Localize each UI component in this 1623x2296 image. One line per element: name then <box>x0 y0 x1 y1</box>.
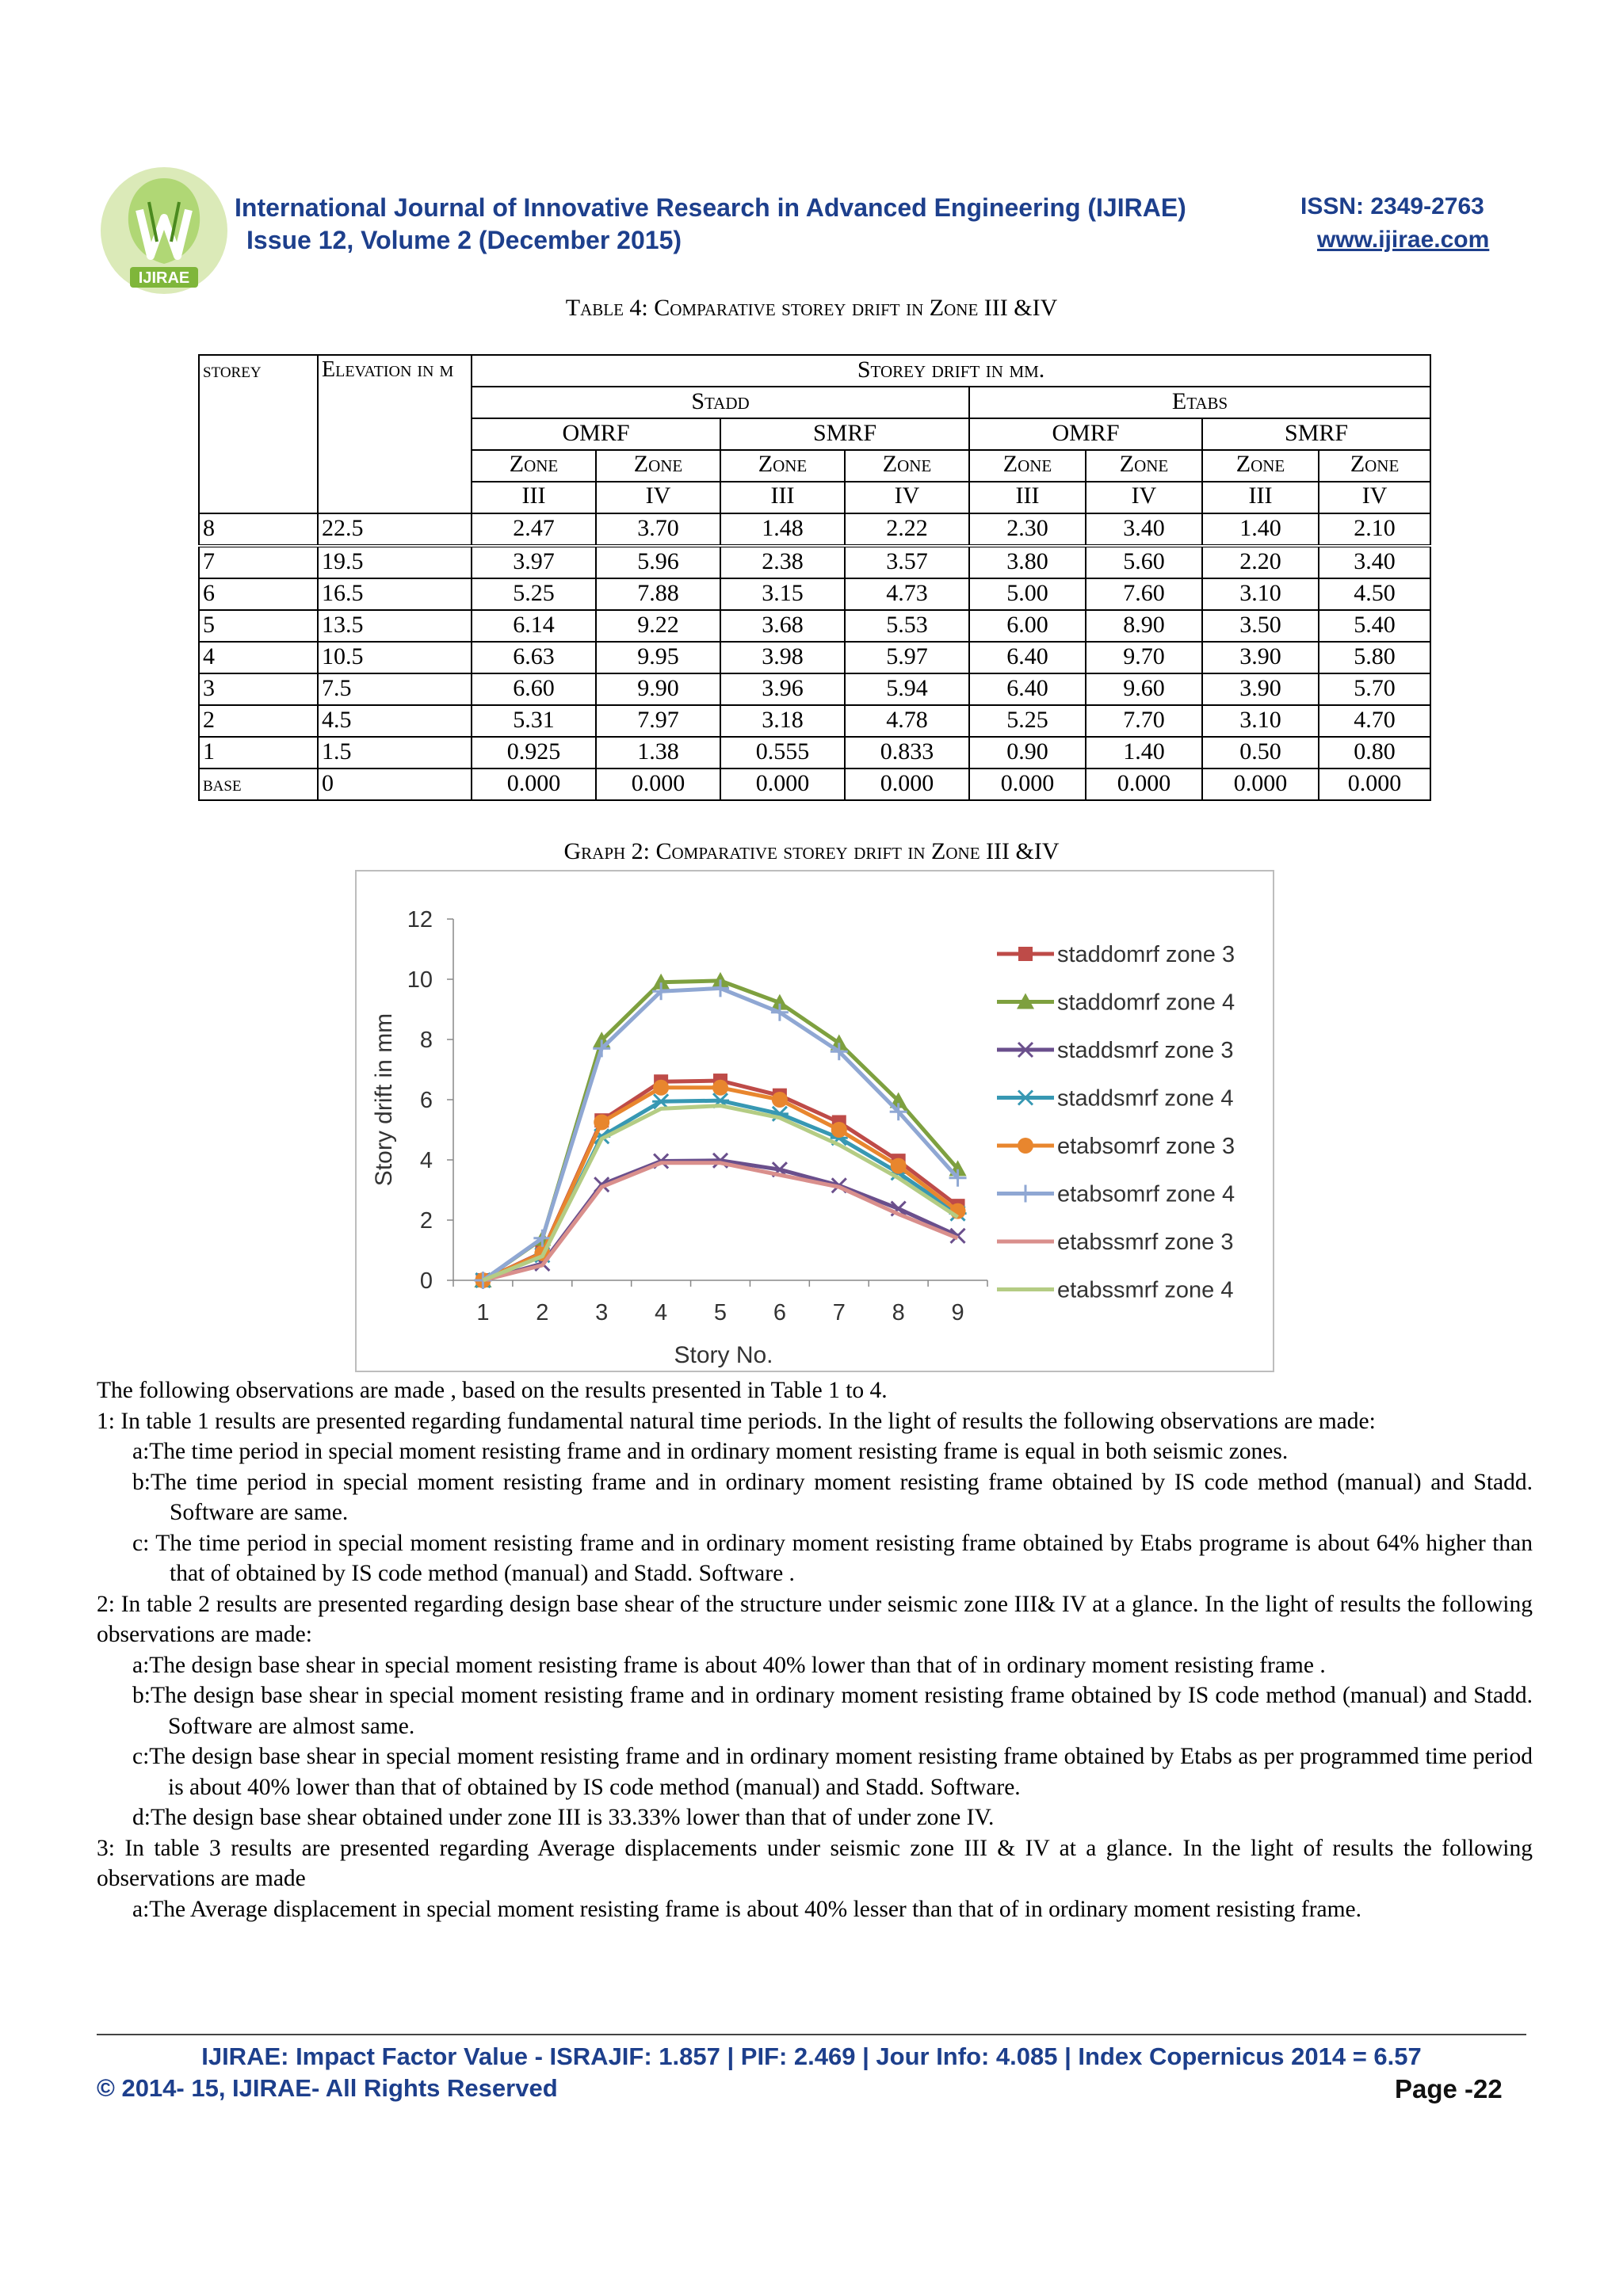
header-stadd-smrf: SMRF <box>720 418 969 450</box>
issn: ISSN: 2349-2763 <box>1300 193 1484 219</box>
observations <box>97 1375 1533 1924</box>
journal-issue: Issue 12, Volume 2 (December 2015) <box>246 226 682 254</box>
header-zone-iii: III <box>969 482 1086 513</box>
cell-drift: 6.60 <box>472 673 596 705</box>
header-zone-iv: IV <box>845 482 969 513</box>
cell-drift: 0.000 <box>720 769 845 800</box>
footer-copyright: © 2014- 15, IJIRAE- All Rights Reserved <box>97 2074 558 2102</box>
cell-drift: 3.80 <box>969 546 1086 578</box>
graph-caption: Graph 2: Comparative storey drift in Zone III &IV <box>563 838 1060 864</box>
observations-intro: The following observations are made , based on the results presented in Table 1 to 4. <box>97 1378 888 1403</box>
page-number: Page -22 <box>1395 2074 1503 2103</box>
cell-drift: 4.78 <box>845 705 969 737</box>
y-tick-label: 0 <box>419 1268 433 1294</box>
table-row <box>199 737 1430 769</box>
x-tick-label: 8 <box>892 1300 905 1325</box>
cell-storey: 6 <box>199 578 318 610</box>
cell-drift: 7.88 <box>596 578 720 610</box>
table-row <box>199 546 1430 578</box>
header-elevation: Elevation in m <box>318 355 472 513</box>
cell-drift: 3.40 <box>1319 546 1430 578</box>
cell-drift: 2.22 <box>845 513 969 546</box>
observation-2c: c:The design base shear in special moment resisting frame and in ordinary moment resisting frame obtained by Etabs as per programmed time period is about 40% lower than that of obtained by IS code method (manual) and Stadd. Software. <box>132 1744 1533 1800</box>
cell-drift: 4.50 <box>1319 578 1430 610</box>
observation-2b: b:The design base shear in special moment resisting frame and in ordinary moment resisting frame obtained by IS code method (manual) and Stadd. Software are almost same. <box>132 1683 1533 1739</box>
x-axis-title: Story No. <box>674 1342 773 1368</box>
cell-drift: 6.63 <box>472 642 596 673</box>
legend-marker <box>1018 1138 1033 1154</box>
cell-drift: 2.20 <box>1202 546 1319 578</box>
header-zone-iv: IV <box>1319 482 1430 513</box>
cell-elevation: 7.5 <box>318 673 472 705</box>
legend-marker <box>1018 947 1033 961</box>
cell-drift: 5.94 <box>845 673 969 705</box>
cell-drift: 2.47 <box>472 513 596 546</box>
observation-2d: d:The design base shear obtained under zone III is 33.33% lower than that of under zone IV. <box>132 1805 995 1830</box>
cell-storey: 7 <box>199 546 318 578</box>
y-tick-label: 6 <box>419 1088 433 1113</box>
observation-1c: c: The time period in special moment resisting frame and in ordinary moment resisting frame obtained by Etabs programe is about 64% higher than that of obtained by IS code method (manual) and Stadd. Software . <box>132 1530 1533 1586</box>
observation-2: 2: In table 2 results are presented regarding design base shear of the structure under seismic zone III& IV at a glance. In the light of results the following observations are made: <box>97 1591 1533 1647</box>
cell-drift: 5.53 <box>845 610 969 642</box>
cell-drift: 5.96 <box>596 546 720 578</box>
cell-elevation: 13.5 <box>318 610 472 642</box>
data-point <box>772 1092 788 1108</box>
cell-drift: 0.000 <box>845 769 969 800</box>
data-point <box>891 1158 907 1174</box>
cell-elevation: 16.5 <box>318 578 472 610</box>
website-link[interactable]: www.ijirae.com <box>1317 227 1490 253</box>
x-tick-label: 9 <box>951 1300 964 1325</box>
legend-label: etabsomrf zone 3 <box>1057 1134 1235 1159</box>
series-line <box>483 1161 957 1280</box>
data-point <box>594 1115 609 1131</box>
cell-drift: 3.90 <box>1202 673 1319 705</box>
cell-drift: 9.70 <box>1086 642 1202 673</box>
journal-title: International Journal of Innovative Research in Advanced Engineering (IJIRAE) <box>235 193 1186 222</box>
cell-drift: 5.60 <box>1086 546 1202 578</box>
table-caption: Table 4: Comparative storey drift in Zone III &IV <box>565 295 1058 321</box>
header-zone-iii: III <box>472 482 596 513</box>
cell-drift: 9.90 <box>596 673 720 705</box>
cell-drift: 5.25 <box>472 578 596 610</box>
cell-drift: 0.555 <box>720 737 845 769</box>
cell-drift: 5.40 <box>1319 610 1430 642</box>
header-etabs-omrf: OMRF <box>969 418 1202 450</box>
observation-1: 1: In table 1 results are presented regarding fundamental natural time periods. In the light of results the following observations are made: <box>97 1408 1376 1434</box>
cell-drift: 2.10 <box>1319 513 1430 546</box>
cell-drift: 5.31 <box>472 705 596 737</box>
cell-drift: 7.70 <box>1086 705 1202 737</box>
cell-drift: 3.90 <box>1202 642 1319 673</box>
cell-drift: 5.70 <box>1319 673 1430 705</box>
cell-drift: 3.15 <box>720 578 845 610</box>
drift-chart <box>355 870 1274 1372</box>
cell-drift: 7.97 <box>596 705 720 737</box>
legend-marker <box>1017 1091 1034 1105</box>
data-point <box>653 1080 669 1096</box>
legend-label: etabsomrf zone 4 <box>1057 1181 1235 1207</box>
cell-drift: 3.98 <box>720 642 845 673</box>
cell-drift: 2.30 <box>969 513 1086 546</box>
header-zone-iv: IV <box>596 482 720 513</box>
y-tick-label: 10 <box>407 967 433 993</box>
cell-drift: 6.14 <box>472 610 596 642</box>
x-tick-label: 2 <box>536 1300 549 1325</box>
cell-drift: 3.18 <box>720 705 845 737</box>
header-zone: Zone <box>472 450 596 482</box>
header-zone-iii: III <box>1202 482 1319 513</box>
cell-drift: 1.48 <box>720 513 845 546</box>
data-point <box>712 1080 728 1096</box>
cell-elevation: 4.5 <box>318 705 472 737</box>
header-storey: storey <box>199 355 318 513</box>
observation-1a: a:The time period in special moment resisting frame and in ordinary moment resisting frame is equal in both seismic zones. <box>132 1439 1289 1464</box>
cell-drift: 3.57 <box>845 546 969 578</box>
header-stadd-omrf: OMRF <box>472 418 720 450</box>
header-zone: Zone <box>1202 450 1319 482</box>
footer-impact-factor: IJIRAE: Impact Factor Value - ISRAJIF: 1.857 | PIF: 2.469 | Jour Info: 4.085 | Index Copernicus 2014 = 6.57 <box>201 2042 1422 2070</box>
table-row <box>199 769 1430 800</box>
cell-drift: 0.50 <box>1202 737 1319 769</box>
cell-drift: 0.925 <box>472 737 596 769</box>
header-zone: Zone <box>845 450 969 482</box>
cell-drift: 9.22 <box>596 610 720 642</box>
legend-label: etabssmrf zone 3 <box>1057 1230 1234 1255</box>
cell-drift: 0.000 <box>1319 769 1430 800</box>
cell-drift: 7.60 <box>1086 578 1202 610</box>
observation-3: 3: In table 3 results are presented regarding Average displacements under seismic zone III & IV at a glance. In the light of results the following observations are made <box>97 1835 1533 1891</box>
header-etabs: Etabs <box>969 387 1430 418</box>
cell-drift: 3.70 <box>596 513 720 546</box>
cell-drift: 4.70 <box>1319 705 1430 737</box>
cell-drift: 3.40 <box>1086 513 1202 546</box>
storey-drift-table <box>198 354 1431 801</box>
header-zone: Zone <box>720 450 845 482</box>
y-tick-label: 4 <box>419 1148 433 1173</box>
y-tick-label: 8 <box>419 1028 433 1053</box>
cell-drift: 5.97 <box>845 642 969 673</box>
header-zone-iii: III <box>720 482 845 513</box>
cell-drift: 3.10 <box>1202 578 1319 610</box>
cell-drift: 3.97 <box>472 546 596 578</box>
logo-text: IJIRAE <box>138 269 190 287</box>
data-point <box>831 1122 847 1138</box>
cell-drift: 9.60 <box>1086 673 1202 705</box>
cell-drift: 1.38 <box>596 737 720 769</box>
series-line <box>483 1100 957 1280</box>
x-tick-label: 4 <box>655 1300 668 1325</box>
observation-3a: a:The Average displacement in special moment resisting frame is about 40% lesser than that of in ordinary moment resisting frame. <box>132 1896 1362 1922</box>
cell-drift: 1.40 <box>1202 513 1319 546</box>
header-zone: Zone <box>1086 450 1202 482</box>
header-zone: Zone <box>969 450 1086 482</box>
cell-storey: 1 <box>199 737 318 769</box>
table-row <box>199 610 1430 642</box>
cell-elevation: 22.5 <box>318 513 472 546</box>
cell-elevation: 1.5 <box>318 737 472 769</box>
x-tick-label: 7 <box>832 1300 846 1325</box>
x-tick-label: 3 <box>595 1300 609 1325</box>
cell-drift: 0.000 <box>472 769 596 800</box>
cell-storey: 5 <box>199 610 318 642</box>
footer-divider <box>97 2034 1526 2035</box>
cell-storey: 3 <box>199 673 318 705</box>
legend-label: staddsmrf zone 3 <box>1057 1038 1234 1063</box>
cell-drift: 3.10 <box>1202 705 1319 737</box>
cell-drift: 0.000 <box>1202 769 1319 800</box>
cell-drift: 0.000 <box>596 769 720 800</box>
x-tick-label: 6 <box>773 1300 786 1325</box>
x-tick-label: 1 <box>476 1300 490 1325</box>
cell-drift: 3.68 <box>720 610 845 642</box>
cell-drift: 5.00 <box>969 578 1086 610</box>
cell-drift: 3.96 <box>720 673 845 705</box>
y-axis-title: Story drift in mm <box>371 1013 397 1187</box>
observation-2a: a:The design base shear in special moment resisting frame is about 40% lower than that of in ordinary moment resisting frame . <box>132 1652 1326 1678</box>
table-body <box>199 513 1430 800</box>
header-zone: Zone <box>596 450 720 482</box>
cell-drift: 0.833 <box>845 737 969 769</box>
cell-elevation: 0 <box>318 769 472 800</box>
y-tick-label: 12 <box>407 907 433 933</box>
legend-label: staddomrf zone 3 <box>1057 942 1235 967</box>
journal-logo <box>94 162 235 299</box>
cell-drift: 8.90 <box>1086 610 1202 642</box>
drift-chart-svg <box>357 871 1273 1371</box>
cell-drift: 6.40 <box>969 673 1086 705</box>
header-stadd: Stadd <box>472 387 969 418</box>
cell-elevation: 19.5 <box>318 546 472 578</box>
observation-1b: b:The time period in special moment resisting frame and in ordinary moment resisting frame obtained by IS code method (manual) and Stadd. Software are same. <box>132 1469 1533 1525</box>
table-row <box>199 578 1430 610</box>
cell-drift: 0.80 <box>1319 737 1430 769</box>
cell-drift: 5.25 <box>969 705 1086 737</box>
cell-drift: 0.000 <box>969 769 1086 800</box>
cell-storey: 4 <box>199 642 318 673</box>
y-tick-label: 2 <box>419 1208 433 1234</box>
cell-drift: 0.90 <box>969 737 1086 769</box>
table-row <box>199 642 1430 673</box>
x-tick-label: 5 <box>713 1300 727 1325</box>
legend-label: staddomrf zone 4 <box>1057 990 1235 1016</box>
table-row <box>199 513 1430 546</box>
header-zone: Zone <box>1319 450 1430 482</box>
cell-drift: 6.40 <box>969 642 1086 673</box>
cell-drift: 3.50 <box>1202 610 1319 642</box>
cell-drift: 9.95 <box>596 642 720 673</box>
cell-storey: base <box>199 769 318 800</box>
cell-storey: 8 <box>199 513 318 546</box>
legend-marker <box>1017 1185 1034 1203</box>
cell-drift: 6.00 <box>969 610 1086 642</box>
legend-label: staddsmrf zone 4 <box>1057 1085 1234 1112</box>
cell-drift: 4.73 <box>845 578 969 610</box>
cell-drift: 0.000 <box>1086 769 1202 800</box>
legend-label: etabssmrf zone 4 <box>1057 1277 1234 1303</box>
cell-elevation: 10.5 <box>318 642 472 673</box>
cell-storey: 2 <box>199 705 318 737</box>
cell-drift: 5.80 <box>1319 642 1430 673</box>
header-zone-iv: IV <box>1086 482 1202 513</box>
cell-drift: 1.40 <box>1086 737 1202 769</box>
table-row <box>199 705 1430 737</box>
header-etabs-smrf: SMRF <box>1202 418 1430 450</box>
header-drift: Storey drift in mm. <box>472 355 1430 387</box>
table-row <box>199 673 1430 705</box>
cell-drift: 2.38 <box>720 546 845 578</box>
